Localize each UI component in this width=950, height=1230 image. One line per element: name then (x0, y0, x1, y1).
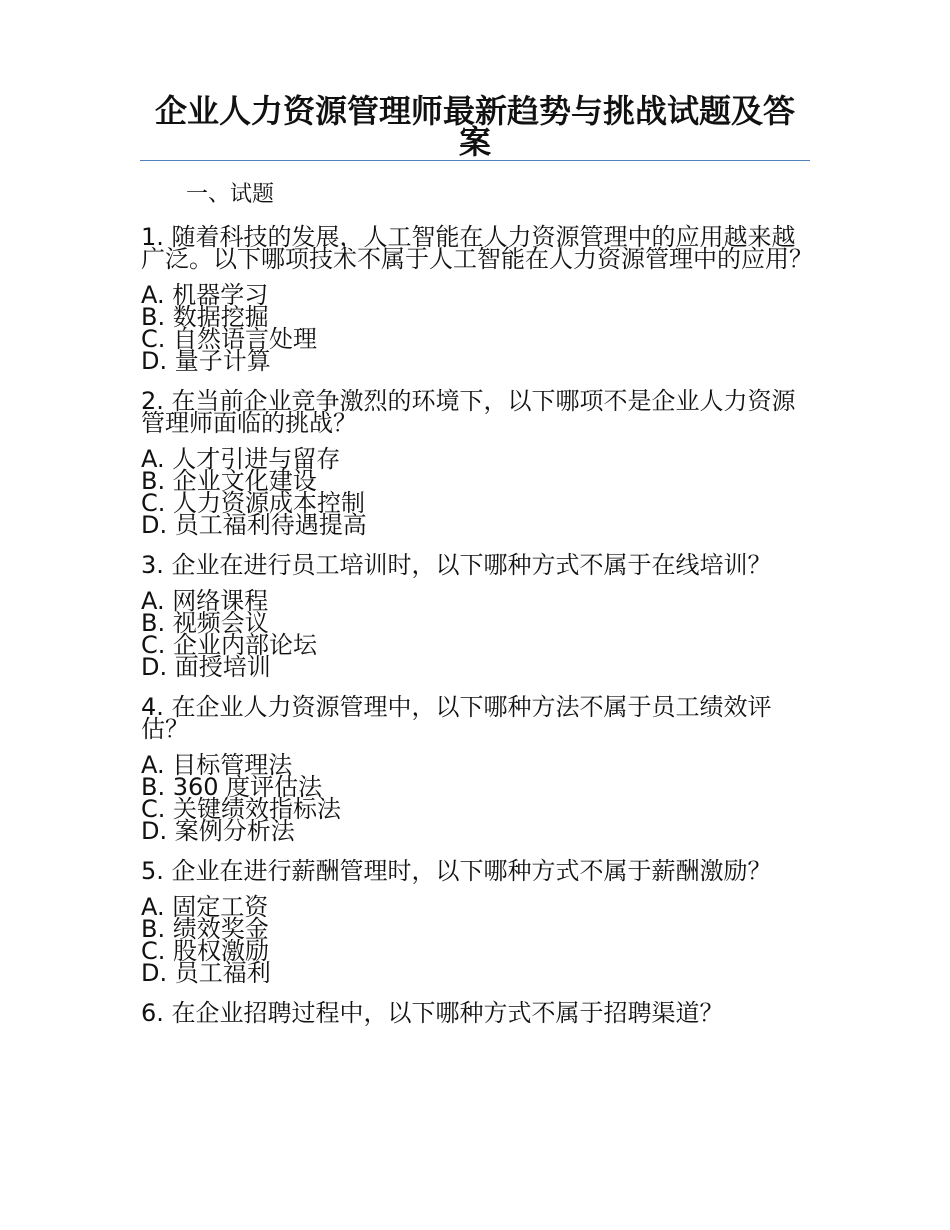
title-underline-rule (140, 160, 810, 161)
question-list (141, 223, 813, 1042)
question-3 (141, 551, 813, 681)
option-a: A. 目标管理法 (141, 751, 293, 779)
question-4 (141, 693, 813, 845)
option-d: D. 案例分析法 (141, 817, 295, 845)
option-b: B. 绩效奖金 (141, 915, 269, 943)
option-a: A. 人才引进与留存 (141, 445, 341, 473)
question-stem: 6. 在企业招聘过程中，以下哪种方式不属于招聘渠道？ (141, 999, 724, 1027)
option-b: B. 企业文化建设 (141, 467, 317, 495)
option-c: C. 股权激励 (141, 937, 270, 965)
option-a: A. 固定工资 (141, 893, 269, 921)
option-c: C. 人力资源成本控制 (141, 489, 366, 517)
question-stem: 3. 企业在进行员工培训时，以下哪种方式不属于在线培训？ (141, 551, 772, 579)
question-stem: 5. 企业在进行薪酬管理时，以下哪种方式不属于薪酬激励？ (141, 857, 772, 885)
option-list (141, 445, 813, 539)
option-c: C. 企业内部论坛 (141, 631, 318, 659)
option-b: B. 数据挖掘 (141, 303, 269, 331)
option-d: D. 面授培训 (141, 653, 271, 681)
option-b: B. 视频会议 (141, 609, 269, 637)
question-stem: 4. 在企业人力资源管理中，以下哪种方法不属于员工绩效评估？ (141, 693, 772, 743)
option-a: A. 机器学习 (141, 281, 269, 309)
option-b: B. 360 度评估法 (141, 773, 323, 801)
option-c: C. 关键绩效指标法 (141, 795, 342, 823)
option-list (141, 281, 813, 375)
option-a: A. 网络课程 (141, 587, 269, 615)
question-stem: 1. 随着科技的发展，人工智能在人力资源管理中的应用越来越广泛。以下哪项技术不属于人工智能在人力资源管理中的应用？ (141, 223, 813, 273)
option-c: C. 自然语言处理 (141, 325, 318, 353)
question-6 (141, 999, 813, 1027)
option-d: D. 员工福利待遇提高 (141, 511, 367, 539)
question-stem: 2. 在当前企业竞争激烈的环境下，以下哪项不是企业人力资源管理师面临的挑战？ (141, 387, 796, 437)
option-d: D. 量子计算 (141, 347, 271, 375)
question-2 (141, 387, 813, 539)
option-list (141, 587, 813, 681)
option-list (141, 751, 813, 845)
question-1 (141, 223, 813, 375)
option-d: D. 员工福利 (141, 959, 271, 987)
document-title: 企业人力资源管理师最新趋势与挑战试题及答案 (154, 92, 795, 161)
option-list (141, 893, 813, 987)
question-5 (141, 857, 813, 987)
section-heading: 一、试题 (186, 182, 275, 207)
